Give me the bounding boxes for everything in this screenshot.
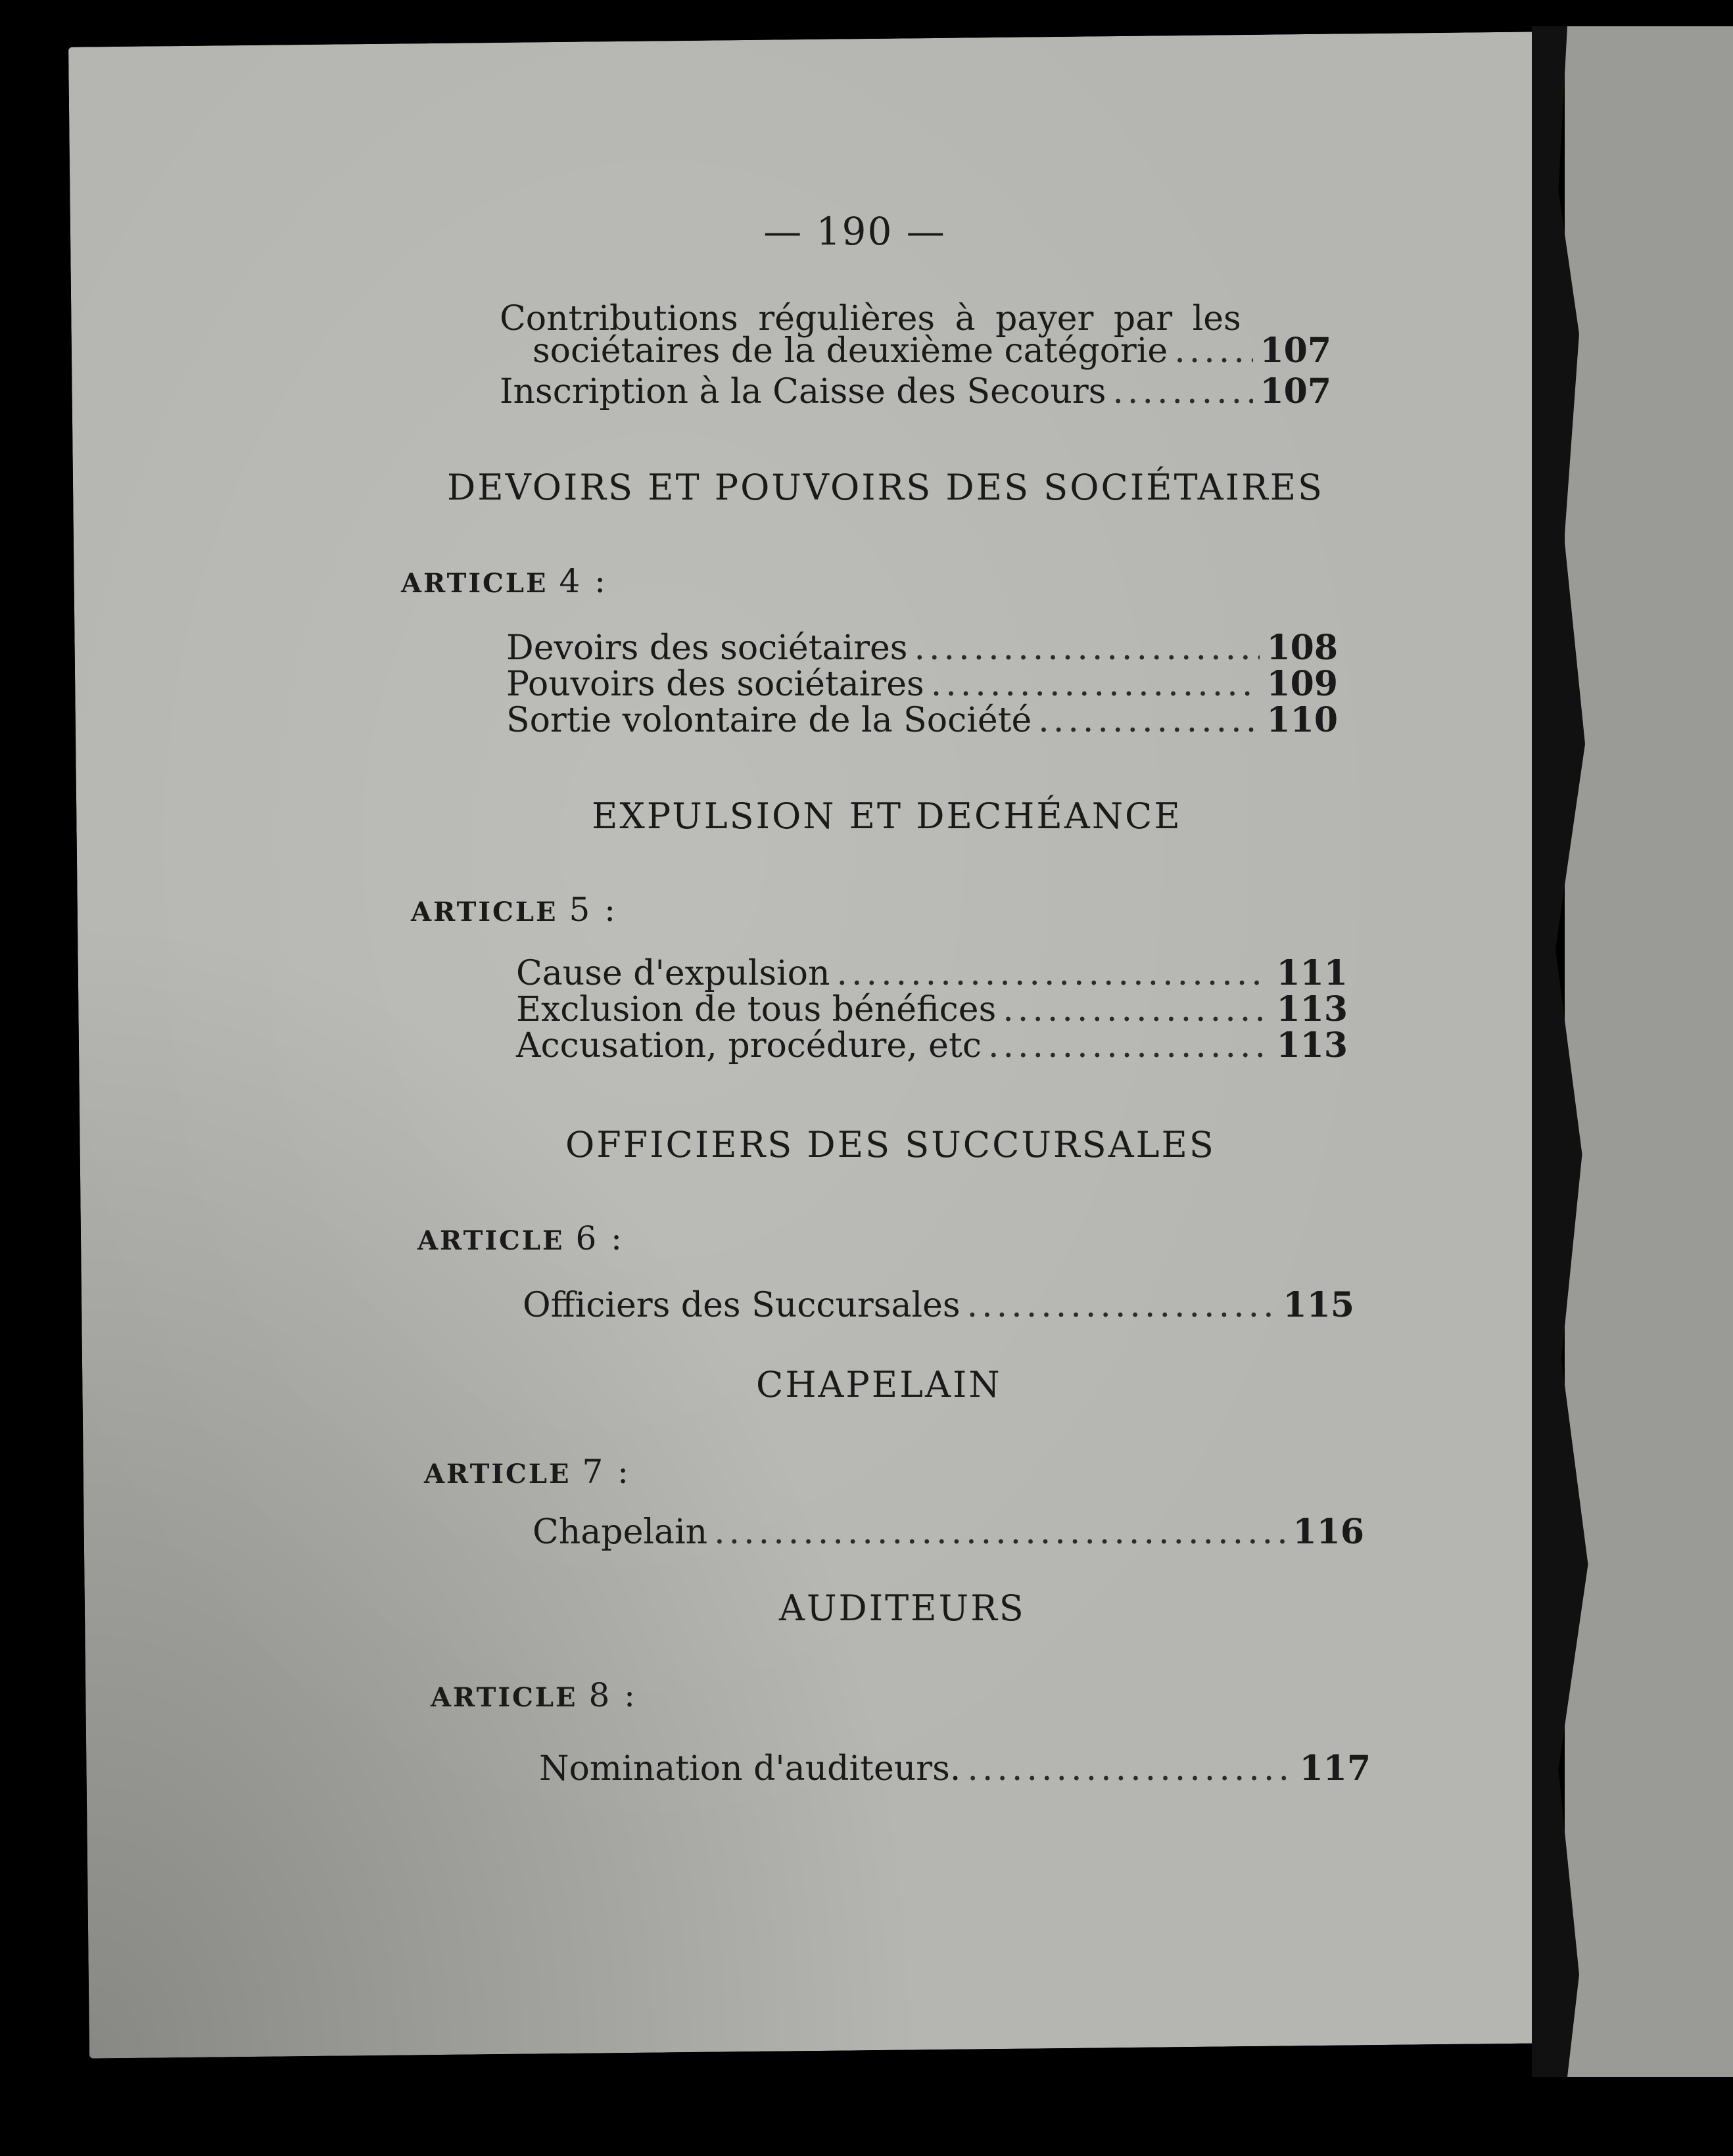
section-heading: AUDITEURS [779, 1587, 1026, 1629]
dot-leader [1112, 372, 1253, 411]
dot-leader [714, 1512, 1286, 1552]
toc-entry [533, 331, 1331, 371]
page-number: — 190 — [763, 209, 946, 254]
toc-entry-label: Sortie volontaire de la Société [506, 701, 1032, 740]
toc-entry [516, 1025, 1348, 1066]
article-number: 4 : [559, 562, 607, 600]
article-number: 5 : [569, 891, 617, 929]
toc-entry-label: Nomination d'auditeurs. [539, 1749, 961, 1789]
toc-entry-label: Inscription à la Caisse des Secours [500, 372, 1106, 411]
toc-entry-label: Chapelain [533, 1512, 708, 1552]
article-label [431, 1676, 637, 1714]
dot-leader [967, 1749, 1293, 1789]
toc-entry [506, 628, 1338, 668]
article-label [411, 891, 617, 929]
article-label [401, 562, 607, 600]
toc-entry [539, 1748, 1371, 1789]
toc-entry-page: 113 [1276, 989, 1348, 1029]
dot-leader [967, 1286, 1277, 1325]
toc-entry-page: 116 [1293, 1512, 1364, 1552]
toc-entry-continuation: Contributions régulières à payer par les [500, 299, 1241, 339]
article-word: ARTICLE [417, 1225, 565, 1256]
toc-entry [523, 1285, 1354, 1325]
article-word: ARTICLE [401, 568, 548, 599]
toc-entry-page: 108 [1266, 628, 1338, 668]
toc-entry-page: 107 [1260, 371, 1331, 411]
article-number: 7 : [582, 1453, 630, 1491]
toc-entry-page: 113 [1276, 1025, 1348, 1066]
toc-entry-page: 117 [1299, 1748, 1371, 1789]
toc-entry-label: Devoirs des sociétaires [506, 628, 908, 668]
toc-entry [500, 371, 1331, 411]
dot-leader [988, 1026, 1270, 1066]
toc-entry-page: 110 [1266, 700, 1338, 740]
article-number: 6 : [575, 1219, 624, 1257]
toc-entry [533, 1512, 1364, 1552]
article-word: ARTICLE [431, 1682, 578, 1713]
toc-entry-label: sociétaires de la deuxième catégorie [533, 331, 1168, 371]
section-heading: DEVOIRS ET POUVOIRS DES SOCIÉTAIRES [447, 467, 1325, 508]
toc-entry-label: Officiers des Succursales [523, 1286, 961, 1325]
article-label [424, 1453, 630, 1491]
dot-leader [931, 665, 1260, 704]
article-word: ARTICLE [424, 1459, 571, 1489]
section-heading: CHAPELAIN [756, 1364, 1002, 1405]
toc-entry-page: 107 [1260, 331, 1331, 371]
toc-entry-label: Exclusion de tous bénéfices [516, 990, 997, 1029]
toc-entry-label: Accusation, procédure, etc [516, 1026, 982, 1066]
toc-entry [516, 953, 1348, 993]
section-heading: EXPULSION ET DECHÉANCE [592, 795, 1182, 837]
dot-leader [914, 628, 1260, 668]
dot-leader [1038, 701, 1260, 740]
dot-leader [836, 954, 1270, 993]
toc-entry-label: Pouvoirs des sociétaires [506, 665, 924, 704]
toc-entry [506, 700, 1338, 740]
dot-leader [1174, 331, 1253, 371]
toc-entry-page: 109 [1266, 664, 1338, 704]
article-label [417, 1219, 624, 1257]
article-number: 8 : [588, 1676, 637, 1714]
toc-entry-page: 115 [1283, 1285, 1354, 1325]
toc-entry [516, 989, 1348, 1029]
toc-entry-page: 111 [1276, 953, 1348, 993]
toc-entry-label: Cause d'expulsion [516, 954, 830, 993]
toc-entry [506, 664, 1338, 704]
section-heading: OFFICIERS DES SUCCURSALES [565, 1124, 1216, 1165]
dot-leader [1003, 990, 1270, 1029]
article-word: ARTICLE [411, 897, 558, 927]
